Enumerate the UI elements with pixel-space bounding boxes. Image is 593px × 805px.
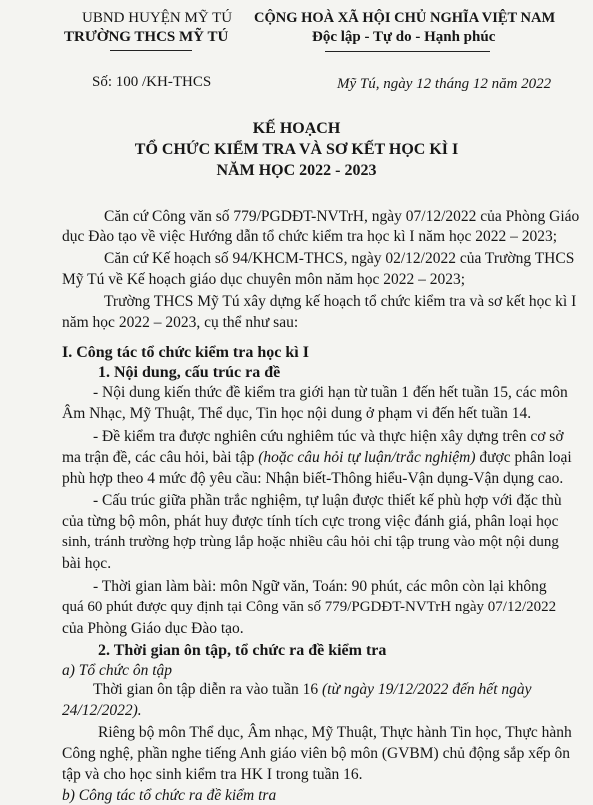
subsection-2-heading: 2. Thời gian ôn tập, tổ chức ra đề kiểm tra (98, 642, 387, 659)
place-date: Mỹ Tú, ngày 12 tháng 12 năm 2022 (337, 76, 552, 92)
school-name: TRƯỜNG THCS MỸ TÚ (64, 29, 229, 45)
school-underline (110, 50, 192, 51)
content-line: 24/12/2022). (62, 702, 142, 719)
country-name: CỘNG HOÀ XÃ HỘI CHỦ NGHĨA VIỆT NAM (254, 10, 556, 26)
content-line-mixed (93, 681, 532, 699)
subsection-2b-heading: b) Công tác tổ chức ra đề kiểm tra (62, 787, 277, 804)
content-italic: (từ ngày 19/12/2022 đến hết ngày (322, 681, 532, 698)
content-text: ma trận đề, các câu hỏi, bài tập (62, 449, 259, 466)
content-line: - Thời gian làm bài: môn Ngữ văn, Toán: 90 phút, các môn còn lại không (93, 578, 547, 595)
section-heading: I. Công tác tổ chức kiểm tra học kì I (62, 344, 309, 361)
content-line: quá 60 phút được quy định tại Công văn số 779/PGDĐT-NVTrH ngày 07/12/2022 (62, 599, 557, 615)
document-title: KẾ HOẠCH (252, 120, 341, 137)
content-line: của Phòng Giáo dục Đào tạo. (62, 620, 244, 637)
subsection-1-heading: 1. Nội dung, cấu trúc ra đề (98, 364, 281, 381)
intro-3-line-1: Trường THCS Mỹ Tú xây dựng kế hoạch tổ chức kiểm tra và sơ kết học kì I (104, 293, 577, 310)
document-subtitle: TỔ CHỨC KIỂM TRA VÀ SƠ KẾT HỌC KÌ I (134, 141, 459, 158)
content-line: phù hợp theo 4 mức độ yêu cầu: Nhận biết-Thông hiểu-Vận dụng-Vận dụng cao. (62, 470, 564, 487)
intro-1-line-1: Căn cứ Công văn số 779/PGDĐT-NVTrH, ngày 07/12/2022 của Phòng Giáo (104, 208, 580, 225)
content-line: sinh, tránh trường hợp trùng lắp hoặc nhiều câu hỏi chỉ tập trung vào một nội dung (62, 534, 559, 550)
content-text: được phân loại (475, 449, 572, 466)
national-motto: Độc lập - Tự do - Hạnh phúc (312, 29, 496, 45)
content-line: của từng bộ môn, phát huy được tính tích cực trong việc đánh giá, phân loại học (62, 513, 559, 530)
content-line: bài học. (62, 555, 112, 572)
content-line: - Cấu trúc giữa phần trắc nghiệm, tự luận được thiết kế phù hợp với đặc thù (93, 492, 562, 509)
intro-3-line-2: năm học 2022 – 2023, cụ thể như sau: (62, 314, 299, 331)
document-number: Số: 100 /KH-THCS (92, 74, 212, 90)
content-italic: (hoặc câu hỏi tự luận/trắc nghiệm) (258, 449, 476, 466)
content-line: Âm Nhạc, Mỹ Thuật, Thể dục, Tin học nội dung ở phạm vi đến hết tuần 14. (62, 405, 532, 422)
motto-underline (325, 51, 490, 52)
org-name: UBND HUYỆN MỸ TÚ (82, 10, 233, 26)
content-line: tập và cho học sinh kiểm tra HK I trong tuần 16. (62, 766, 363, 783)
content-line: Riêng bộ môn Thể dục, Âm nhạc, Mỹ Thuật, Thực hành Tin học, Thực hành (98, 724, 572, 741)
content-line-mixed (62, 449, 572, 467)
subsection-2a-heading: a) Tổ chức ôn tập (62, 662, 173, 679)
content-line: Công nghệ, phần nghe tiếng Anh giáo viên bộ môn (GVBM) chủ động sắp xếp ôn (62, 745, 570, 762)
content-text: Thời gian ôn tập diễn ra vào tuần 16 (93, 681, 323, 698)
intro-2-line-1: Căn cứ Kế hoạch số 94/KHCM-THCS, ngày 02/12/2022 của Trường THCS (104, 250, 575, 267)
content-line: - Đề kiểm tra được nghiên cứu nghiêm túc và thực hiện xây dựng trên cơ sở (93, 428, 564, 445)
intro-1-line-2: dục Đào tạo về việc Hướng dẫn tổ chức kiểm tra học kì I năm học 2022 – 2023; (62, 228, 558, 245)
intro-2-line-2: Mỹ Tú về Kế hoạch giáo dục chuyên môn năm học 2022 – 2023; (62, 271, 466, 288)
school-year: NĂM HỌC 2022 - 2023 (216, 162, 377, 179)
content-line: - Nội dung kiến thức đề kiểm tra giới hạn từ tuần 1 đến hết tuần 15, các môn (93, 384, 568, 401)
